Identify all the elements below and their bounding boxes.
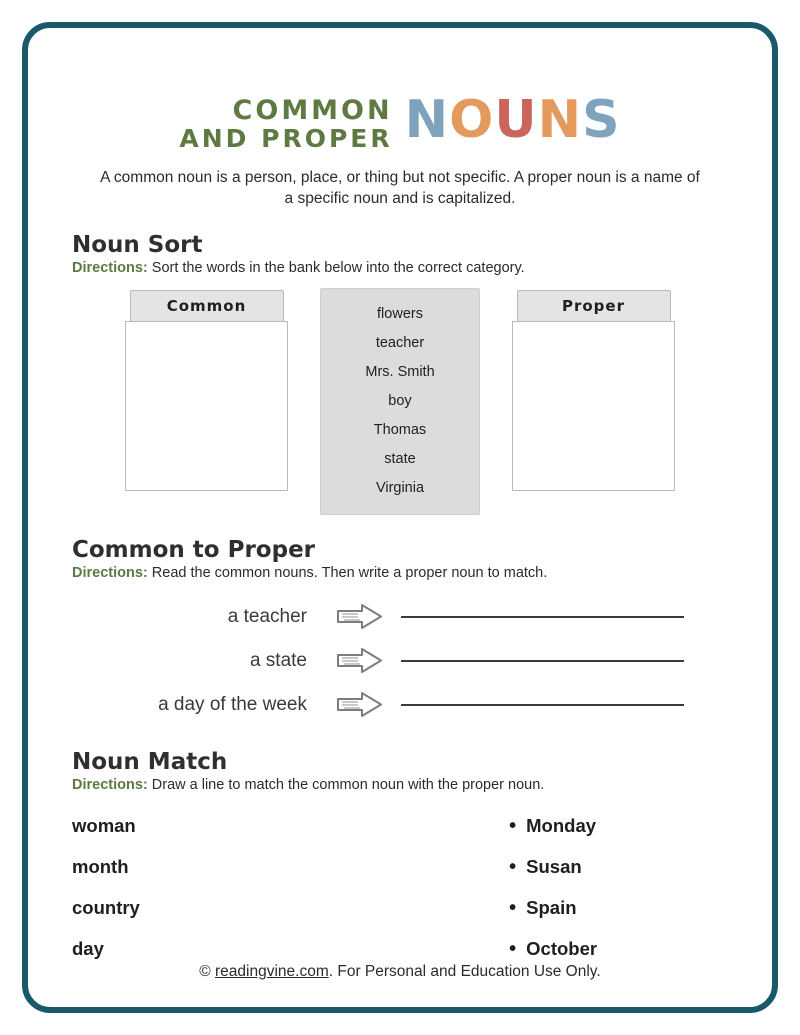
match-item-proper[interactable] [413, 805, 728, 846]
word-bank-item: Mrs. Smith [365, 363, 435, 380]
match-item-common[interactable]: day [72, 937, 104, 959]
directions-label: Directions: [72, 777, 148, 793]
common-to-proper-heading: Common to Proper [72, 537, 316, 563]
section-common-to-proper [72, 537, 728, 727]
common-answer-box[interactable] [125, 321, 288, 491]
word-bank-item: Virginia [375, 479, 425, 496]
title-line-2: AND PROPER [179, 124, 393, 154]
proper-column [512, 290, 675, 491]
common-to-proper-row [72, 595, 728, 639]
arrow-right-icon [329, 602, 391, 632]
bullet-icon: • [509, 937, 517, 960]
bullet-icon: • [509, 814, 517, 837]
section-noun-sort [72, 232, 728, 515]
arrow-right-icon [329, 690, 391, 720]
worksheet-border [22, 22, 778, 1013]
noun-match-columns [72, 805, 728, 969]
title-letter: N [404, 90, 450, 151]
directions-label: Directions: [72, 260, 148, 276]
noun-match-directions [72, 777, 728, 793]
noun-match-heading: Noun Match [72, 749, 228, 775]
match-item-common[interactable]: woman [72, 814, 136, 836]
title-letter: N [537, 90, 583, 151]
footer-link[interactable]: readingvine.com [215, 963, 329, 980]
word-bank-item: boy [388, 392, 412, 409]
match-common-column [72, 805, 387, 969]
common-noun-term: a teacher [227, 606, 307, 627]
section-noun-match [72, 749, 728, 969]
match-item-proper[interactable] [413, 846, 728, 887]
directions-label: Directions: [72, 565, 148, 581]
common-to-proper-list [72, 595, 728, 727]
answer-line[interactable] [401, 616, 684, 618]
common-to-proper-directions [72, 565, 728, 581]
footer-prefix: © [199, 963, 216, 980]
worksheet-title [72, 90, 728, 154]
common-to-proper-row [72, 683, 728, 727]
match-item-proper[interactable] [413, 887, 728, 928]
bullet-icon: • [509, 855, 517, 878]
common-noun-term: a day of the week [158, 694, 307, 715]
match-item-proper-label: Spain [526, 896, 577, 918]
title-line-1: COMMON [232, 95, 393, 126]
word-bank-item: state [384, 450, 416, 467]
match-item-proper-label: Susan [526, 855, 582, 877]
footer-credit [28, 963, 772, 981]
common-to-proper-row [72, 639, 728, 683]
common-column [125, 290, 288, 491]
title-left-lines [179, 96, 392, 152]
proper-column-label: Proper [517, 290, 671, 322]
title-nouns-word [404, 90, 621, 151]
directions-text: Sort the words in the bank below into the correct category. [147, 260, 525, 276]
common-column-label: Common [130, 290, 284, 322]
word-bank-item: Thomas [373, 421, 427, 438]
footer-suffix: . For Personal and Education Use Only. [328, 963, 601, 980]
proper-answer-box[interactable] [512, 321, 675, 491]
arrow-right-icon [329, 646, 391, 676]
word-bank [320, 288, 480, 515]
match-item-common[interactable]: country [72, 896, 140, 918]
directions-text: Read the common nouns. Then write a proper noun to match. [147, 565, 548, 581]
answer-line[interactable] [401, 660, 684, 662]
noun-sort-heading: Noun Sort [72, 232, 203, 258]
word-bank-item: teacher [375, 334, 425, 351]
directions-text: Draw a line to match the common noun with the proper noun. [147, 777, 545, 793]
noun-sort-columns [72, 290, 728, 515]
intro-text: A common noun is a person, place, or thing but not specific. A proper noun is a name of a specific noun and is capitalized. [100, 169, 700, 208]
title-letter: U [494, 90, 538, 151]
match-item-common[interactable]: month [72, 855, 129, 877]
match-item-proper-label: October [526, 937, 598, 959]
match-item-proper-label: Monday [526, 814, 597, 836]
match-proper-column [413, 805, 728, 969]
title-letter: O [449, 90, 495, 151]
common-noun-term: a state [249, 650, 307, 671]
noun-sort-directions [72, 260, 728, 276]
word-bank-item: flowers [377, 305, 423, 322]
title-letter: S [582, 90, 621, 151]
bullet-icon: • [509, 896, 517, 919]
answer-line[interactable] [401, 704, 684, 706]
